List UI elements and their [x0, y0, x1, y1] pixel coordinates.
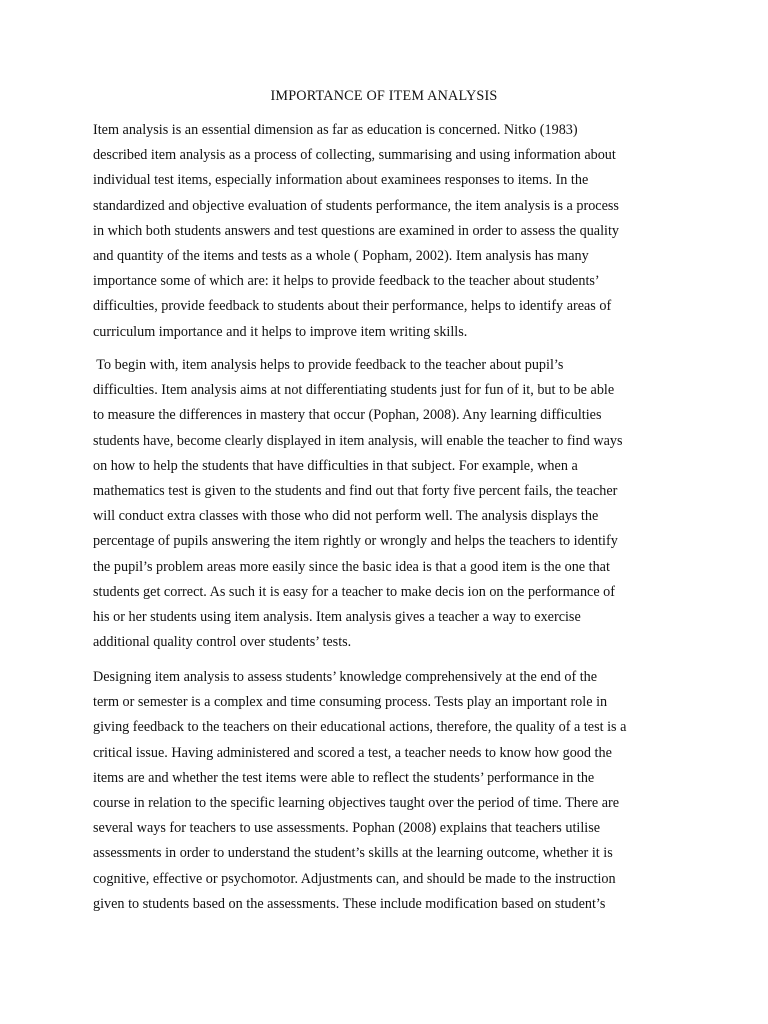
text-line: assessments in order to understand the student’s skills at the learning outcome, whether it is: [93, 845, 613, 862]
text-line: given to students based on the assessments. These include modification based on student’s: [93, 895, 606, 912]
text-line: cognitive, effective or psychomotor. Adjustments can, and should be made to the instruction: [93, 870, 616, 887]
document-title: IMPORTANCE OF ITEM ANALYSIS: [270, 88, 498, 104]
text-line: term or semester is a complex and time consuming process. Tests play an important role in: [93, 694, 608, 711]
text-line: will conduct extra classes with those who did not perform well. The analysis displays the: [93, 508, 599, 525]
text-line: his or her students using item analysis. Item analysis gives a teacher a way to exercise: [93, 608, 581, 625]
text-line: critical issue. Having administered and scored a test, a teacher needs to know how good the: [93, 744, 612, 761]
text-line: standardized and objective evaluation of students performance, the item analysis is a process: [93, 197, 619, 214]
text-line: individual test items, especially information about examinees responses to items. In the: [93, 172, 589, 189]
text-line: students have, become clearly displayed in item analysis, will enable the teacher to find ways: [93, 432, 623, 449]
text-line: additional quality control over students’ tests.: [93, 634, 352, 651]
text-line: items are and whether the test items were able to reflect the students’ performance in the: [93, 769, 595, 786]
text-line: course in relation to the specific learning objectives taught over the period of time. There are: [93, 794, 620, 811]
text-line: the pupil’s problem areas more easily since the basic idea is that a good item is the one that: [93, 558, 610, 575]
text-line: mathematics test is given to the students and find out that forty five percent fails, the teacher: [93, 482, 618, 499]
text-line: Designing item analysis to assess students’ knowledge comprehensively at the end of the: [93, 669, 598, 685]
paragraph-designing-item-analysis: [93, 665, 693, 917]
text-line: Item analysis is an essential dimension as far as education is concerned. Nitko (1983): [93, 122, 578, 138]
text-line: several ways for teachers to use assessments. Pophan (2008) explains that teachers utilise: [93, 820, 601, 837]
text-line: in which both students answers and test questions are examined in order to assess the quality: [93, 222, 620, 239]
paragraph-introduction: [93, 118, 693, 345]
text-line: difficulties. Item analysis aims at not differentiating students just for fun of it, but to be able: [93, 382, 615, 399]
text-line: and quantity of the items and tests as a whole ( Popham, 2002). Item analysis has many: [93, 247, 589, 264]
text-line: percentage of pupils answering the item rightly or wrongly and helps the teachers to identify: [93, 533, 618, 550]
paragraph-feedback-to-teacher: [93, 353, 693, 655]
text-line: To begin with, item analysis helps to provide feedback to the teacher about pupil’s: [93, 357, 564, 373]
text-line: difficulties, provide feedback to students about their performance, helps to identify areas of: [93, 298, 612, 315]
text-line: curriculum importance and it helps to improve item writing skills.: [93, 323, 468, 340]
text-line: described item analysis as a process of collecting, summarising and using information about: [93, 147, 616, 164]
text-line: on how to help the students that have difficulties in that subject. For example, when a: [93, 457, 578, 474]
text-line: importance some of which are: it helps to provide feedback to the teacher about students’: [93, 273, 600, 290]
text-line: to measure the differences in mastery that occur (Pophan, 2008). Any learning difficulties: [93, 407, 602, 424]
text-line: students get correct. As such it is easy for a teacher to make decis ion on the performance of: [93, 583, 615, 600]
text-line: giving feedback to the teachers on their educational actions, therefore, the quality of a test is a: [93, 719, 627, 736]
